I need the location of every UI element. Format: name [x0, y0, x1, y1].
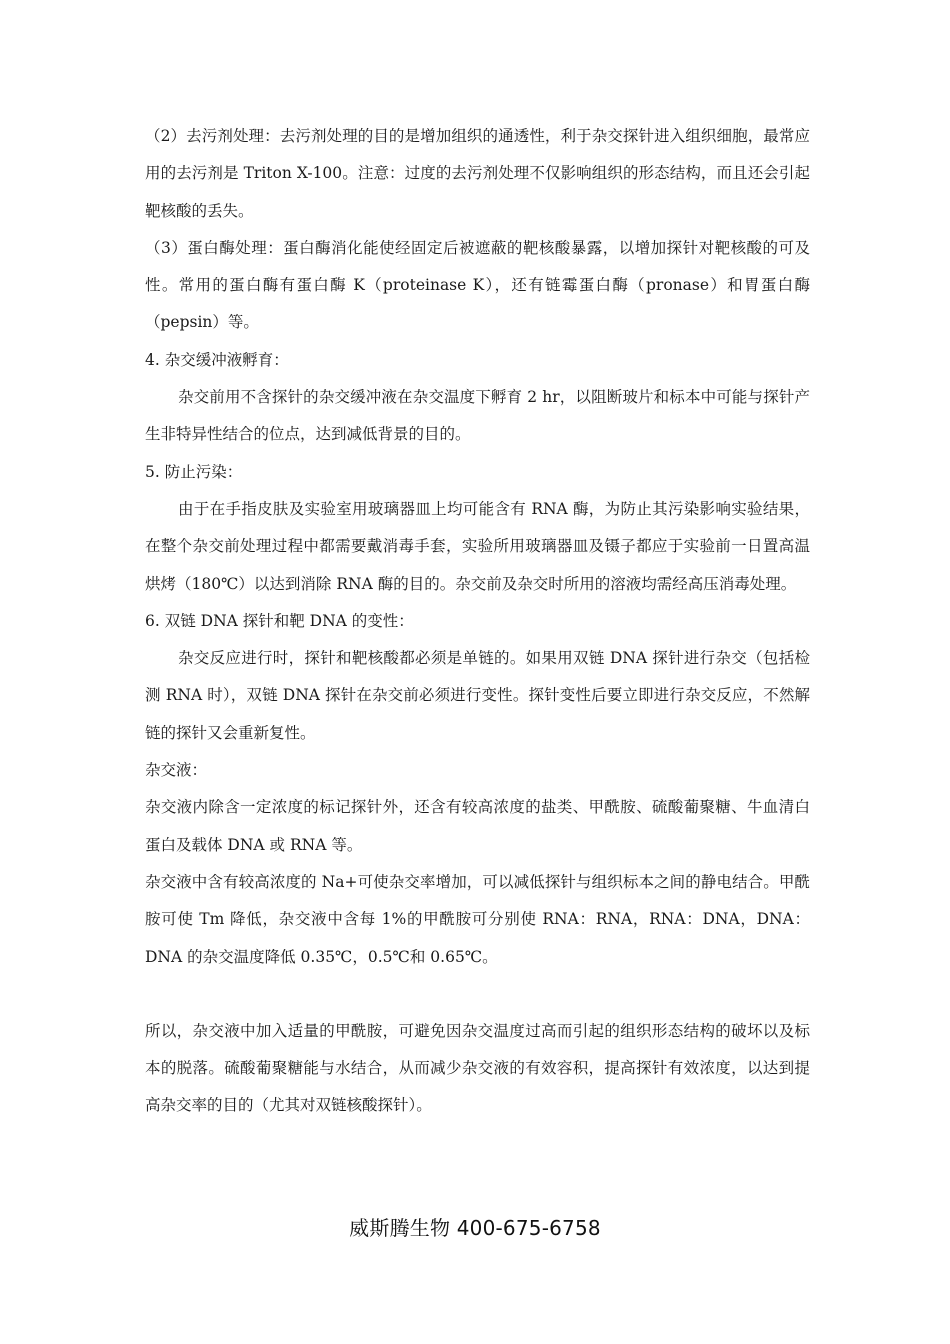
- document-body: [145, 118, 810, 1125]
- heading-contamination-prevention: 5. 防止污染：: [145, 462, 243, 481]
- paragraph-formamide-benefits: 所以，杂交液中加入适量的甲酰胺，可避免因杂交温度过高而引起的组织形态结构的破坏以及标本的脱落。硫酸葡聚糖能与水结合，从而减少杂交液的有效容积，提高探针有效浓度，以达到提高杂交率的目的（尤其对双链核酸探针）。: [145, 1021, 810, 1115]
- paragraph-denaturation: 杂交反应进行时，探针和靶核酸都必须是单链的。如果用双链 DNA 探针进行杂交（包括检测 RNA 时），双链 DNA 探针在杂交前必须进行变性。探针变性后要立即进行杂交反应，不然解链的探针又会重新复性。: [145, 649, 810, 742]
- heading-hybridization-buffer-incubation: 4. 杂交缓冲液孵育：: [145, 350, 289, 369]
- paragraph-rnase-prevention: 由于在手指皮肤及实验室用玻璃器皿上均可能含有 RNA 酶，为防止其污染影响实验结果，在整个杂交前处理过程中都需要戴消毒手套，实验所用玻璃器皿及镊子都应于实验前一日置高温烘烤（180℃）以达到消除 RNA 酶的目的。杂交前及杂交时所用的溶液均需经高压消毒处理。: [145, 499, 810, 593]
- paragraph-prehybridization: 杂交前用不含探针的杂交缓冲液在杂交温度下孵育 2 hr，以阻断玻片和标本中可能与探针产生非特异性结合的位点，达到减低背景的目的。: [145, 388, 810, 444]
- paragraph-detergent-treatment: （2）去污剂处理：去污剂处理的目的是增加组织的通透性，利于杂交探针进入组织细胞，最常应用的去污剂是 Triton X-100。注意：过度的去污剂处理不仅影响组织的形态结构，而且还会引起靶核酸的丢失。: [145, 127, 810, 220]
- paragraph-protease-treatment: （3）蛋白酶处理：蛋白酶消化能使经固定后被遮蔽的靶核酸暴露，以增加探针对靶核酸的可及性。常用的蛋白酶有蛋白酶 K（proteinase K），还有链霉蛋白酶（pronase）和胃蛋白酶（pepsin）等。: [145, 238, 810, 332]
- heading-hybridization-solution: 杂交液：: [145, 761, 208, 780]
- paragraph-solution-components: 杂交液内除含一定浓度的标记探针外，还含有较高浓度的盐类、甲酰胺、硫酸葡聚糖、牛血清白蛋白及载体 DNA 或 RNA 等。: [145, 798, 810, 854]
- paragraph-salt-formamide: 杂交液中含有较高浓度的 Na+可使杂交率增加，可以减低探针与组织标本之间的静电结合。甲酰胺可使 Tm 降低，杂交液中含每 1%的甲酰胺可分别使 RNA：RNA，RNA：DNA，DNA：DNA 的杂交温度降低 0.35℃，0.5℃和 0.65℃。: [145, 872, 810, 966]
- heading-dna-denaturation: 6. 双链 DNA 探针和靶 DNA 的变性：: [145, 611, 414, 630]
- footer-company-contact: 威斯腾生物 400-675-6758: [349, 1216, 601, 1240]
